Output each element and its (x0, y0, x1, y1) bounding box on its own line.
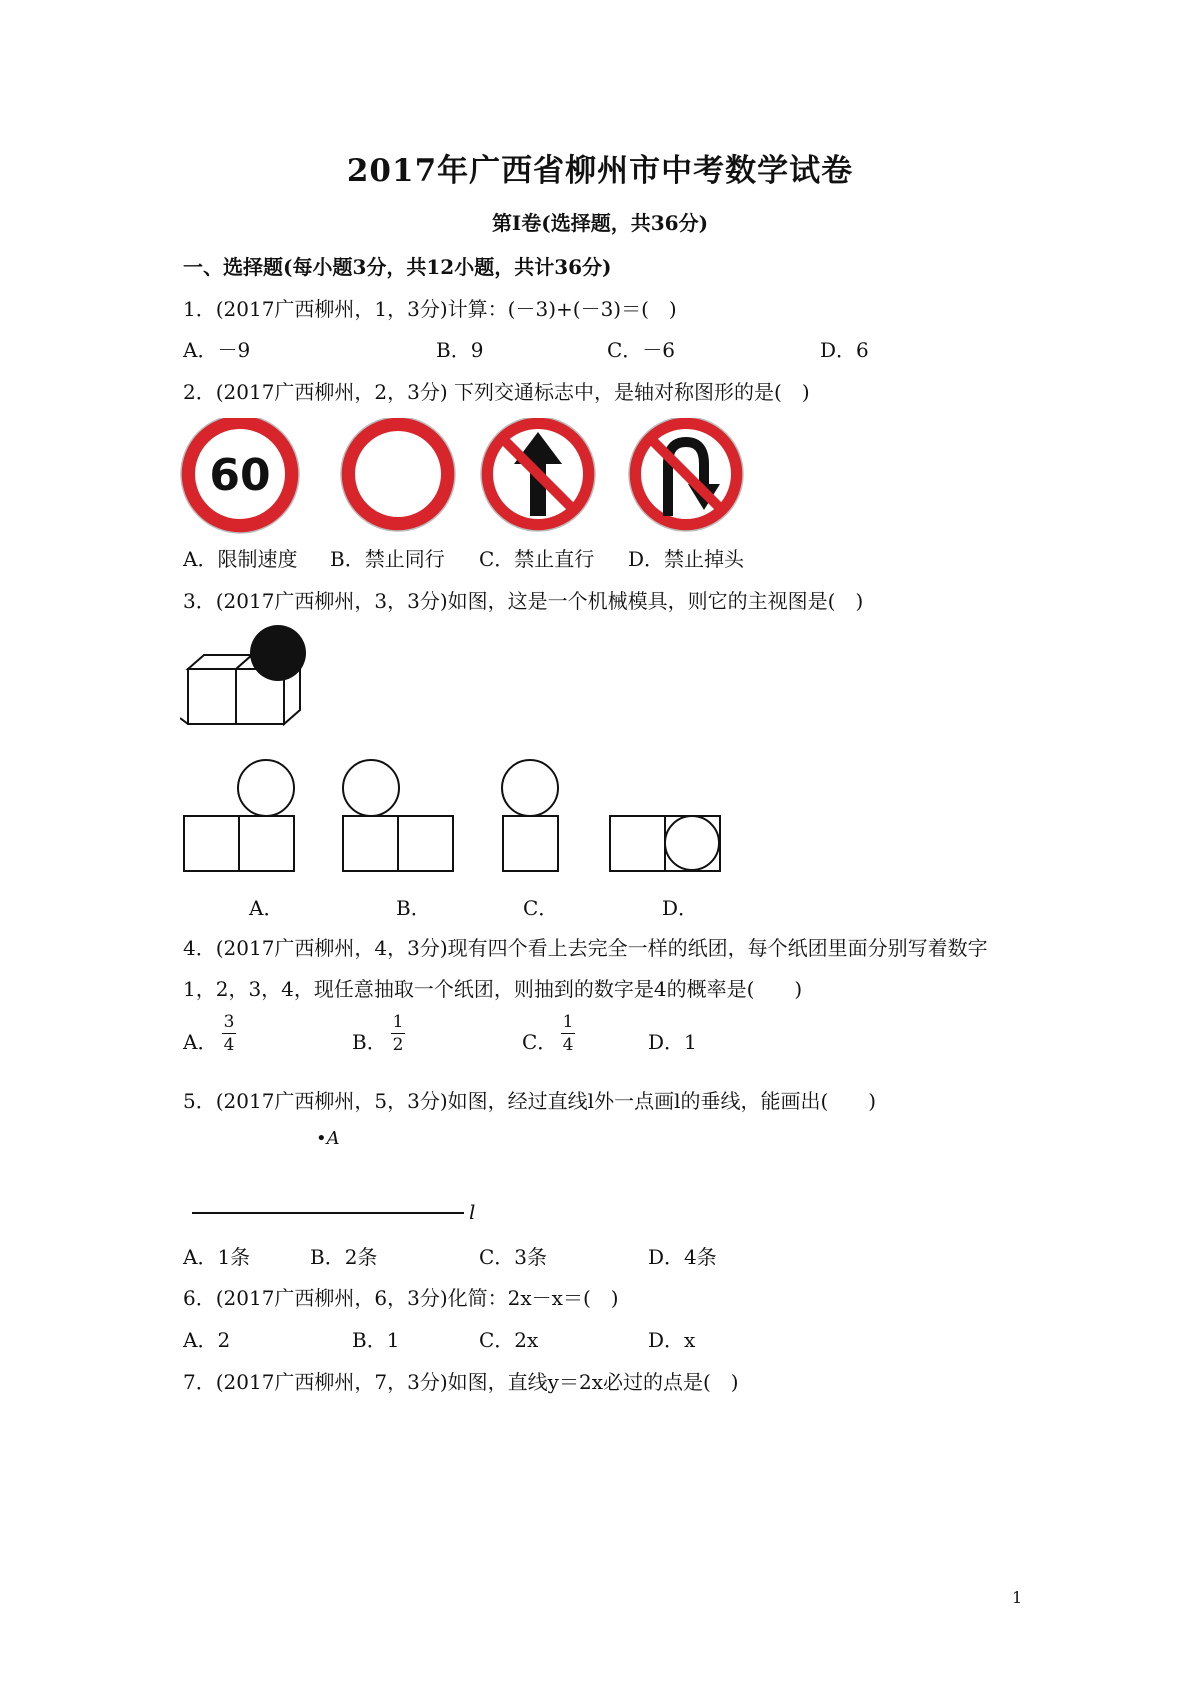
question-1-stem: 1．(2017广西柳州，1，3分)计算：(－3)+(－3)＝( ) (183, 297, 677, 321)
q4-option-b-numerator: 1 (392, 1012, 404, 1032)
page-title: 2017年广西省柳州市中考数学试卷 (346, 153, 854, 189)
q1-option-c: C．－6 (607, 338, 676, 362)
front-view-d (610, 816, 720, 871)
point-a-label: •A (316, 1128, 340, 1149)
no-straight-sign (481, 418, 595, 531)
q6-option-a: A．2 (183, 1328, 231, 1352)
traffic-signs-figure (180, 418, 760, 540)
q4-option-c-denominator: 4 (562, 1035, 574, 1055)
q5-option-a: A．1条 (183, 1245, 251, 1269)
q4-option-c-numerator: 1 (562, 1012, 574, 1032)
line-l-label: l (469, 1200, 476, 1224)
section-heading: 一、选择题(每小题3分，共12小题，共计36分) (183, 255, 612, 279)
q6-option-d: D．x (648, 1328, 696, 1352)
q5-option-c: C．3条 (479, 1245, 548, 1269)
question-2-stem: 2．(2017广西柳州，2，3分) 下列交通标志中，是轴对称图形的是( ) (183, 380, 810, 404)
q1-option-a: A．－9 (183, 338, 251, 362)
front-view-a (184, 760, 294, 871)
q2-option-c: C．禁止直行 (479, 547, 595, 571)
q3-option-d: D． (662, 896, 699, 920)
q1-option-b: B．9 (436, 338, 484, 362)
q2-option-a: A．限制速度 (183, 547, 298, 571)
question-6-stem: 6．(2017广西柳州，6，3分)化简：2x－x＝( ) (183, 1286, 619, 1310)
front-view-b (343, 760, 453, 871)
q4-option-a-label: A． (183, 1030, 218, 1054)
question-4-stem-line1: 4．(2017广西柳州，4，3分)现有四个看上去完全一样的纸团，每个纸团里面分别写着数字 (183, 936, 988, 960)
section-subtitle: 第Ⅰ卷(选择题，共36分) (491, 211, 709, 235)
q4-option-b-denominator: 2 (392, 1035, 404, 1055)
q2-option-d: D．禁止掉头 (628, 547, 745, 571)
mold-3d-figure (180, 622, 330, 747)
q2-option-b: B．禁止同行 (330, 547, 445, 571)
q6-option-c: C．2x (479, 1328, 539, 1352)
front-view-c (502, 760, 558, 871)
q4-option-d: D．1 (648, 1030, 697, 1054)
q4-option-a-fraction (222, 1012, 236, 1055)
no-entry-sign (341, 418, 455, 531)
no-u-turn-sign (629, 418, 743, 531)
q4-option-a-denominator: 4 (223, 1035, 235, 1055)
speed-limit-sign (181, 418, 299, 533)
q4-option-a-numerator: 3 (223, 1012, 235, 1032)
page-number: 1 (1012, 1588, 1023, 1607)
speed-limit-value: 60 (209, 450, 271, 501)
q5-option-d: D．4条 (648, 1245, 717, 1269)
q6-option-b: B．1 (352, 1328, 400, 1352)
front-view-options-figure (180, 758, 740, 876)
question-5-stem: 5．(2017广西柳州，5，3分)如图，经过直线l外一点画l的垂线，能画出( ) (183, 1089, 877, 1113)
q4-option-c-fraction (561, 1012, 575, 1055)
question-4-stem-line2: 1，2，3，4，现任意抽取一个纸团，则抽到的数字是4的概率是( ) (183, 977, 803, 1001)
q5-option-b: B．2条 (310, 1245, 378, 1269)
q3-option-c: C． (523, 896, 559, 920)
q4-option-c-label: C． (522, 1030, 558, 1054)
question-7-stem: 7．(2017广西柳州，7，3分)如图，直线y＝2x必过的点是( ) (183, 1370, 739, 1394)
q1-option-d: D．6 (820, 338, 869, 362)
q3-option-a: A． (249, 896, 284, 920)
q4-option-b-fraction (391, 1012, 405, 1055)
q3-option-b: B． (396, 896, 431, 920)
question-3-stem: 3．(2017广西柳州，3，3分)如图，这是一个机械模具，则它的主视图是( ) (183, 589, 864, 613)
line-l-figure (190, 1208, 470, 1218)
q4-option-b-label: B． (352, 1030, 387, 1054)
